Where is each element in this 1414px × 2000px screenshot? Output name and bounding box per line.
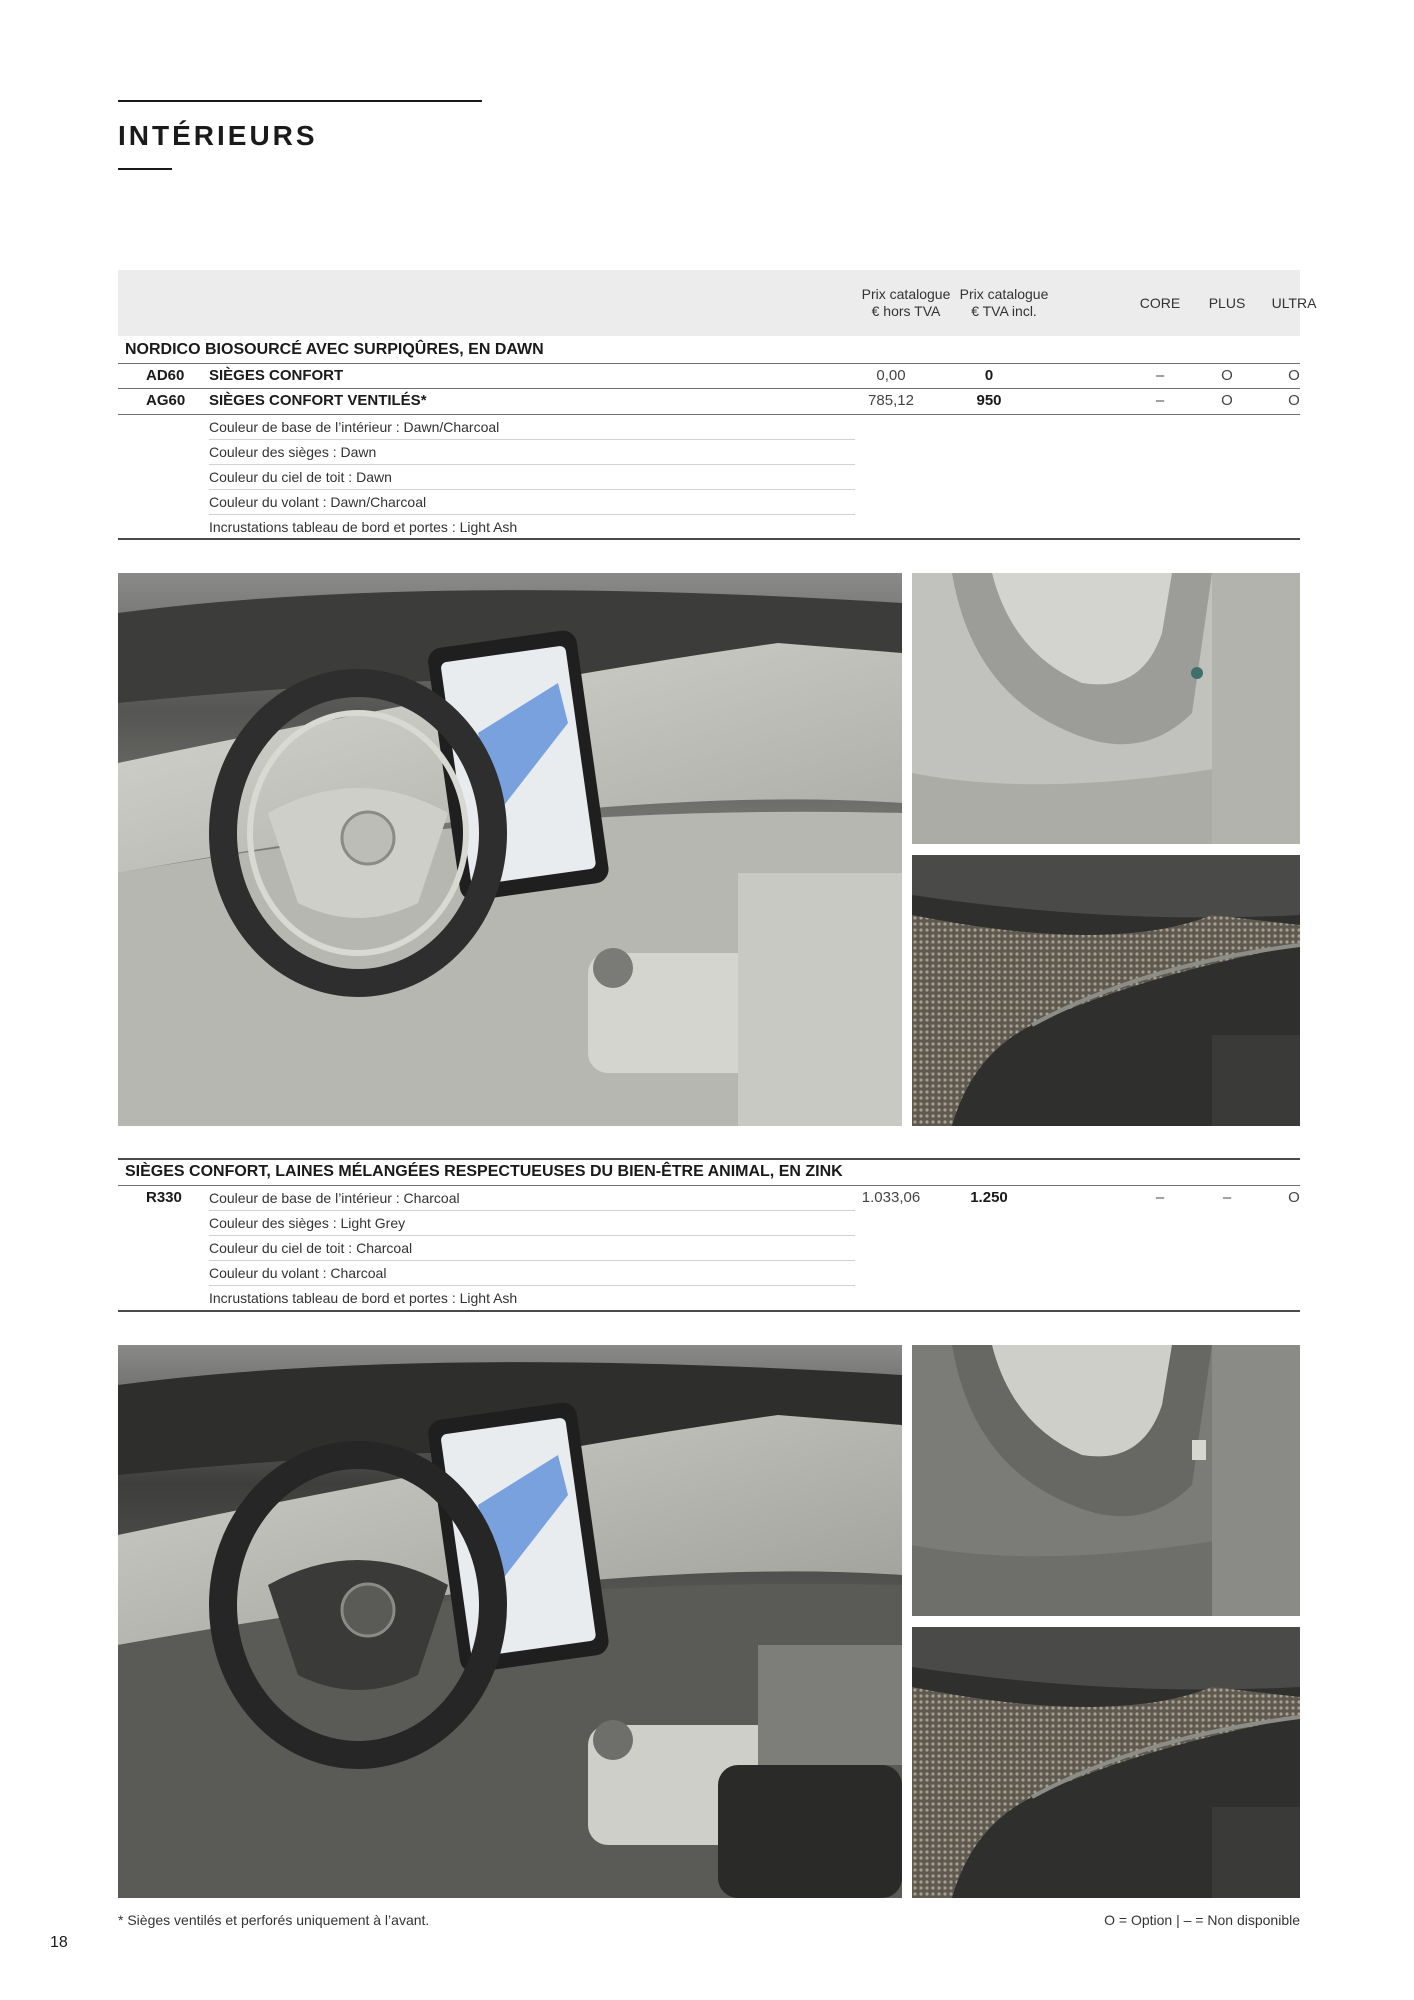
table-row — [118, 389, 1300, 413]
interior-dashboard-photo-dawn — [118, 573, 902, 1126]
header-price-inc: Prix catalogue € TVA incl. — [959, 286, 1049, 319]
ultra-value: O — [1288, 392, 1300, 409]
detail-line: Couleur des sièges : Light Grey — [209, 1211, 855, 1236]
row-code: AD60 — [146, 367, 185, 384]
detail-line: Incrustations tableau de bord et portes : Light Ash — [209, 1290, 518, 1306]
core-value: – — [1155, 1189, 1165, 1206]
seat-detail-photo-dawn — [912, 573, 1300, 844]
page-title: INTÉRIEURS — [118, 120, 318, 151]
detail-line: Couleur des sièges : Dawn — [209, 440, 855, 465]
plus-value: – — [1222, 1189, 1232, 1206]
section2-heading: SIÈGES CONFORT, LAINES MÉLANGÉES RESPECTUEUSES DU BIEN-ÊTRE ANIMAL, EN ZINK — [125, 1163, 843, 1180]
row-code: AG60 — [146, 392, 186, 409]
top-rule — [118, 100, 482, 102]
table-header — [118, 270, 1317, 336]
table-row — [118, 1186, 1300, 1210]
row-label: SIÈGES CONFORT — [209, 367, 344, 384]
legend: O = Option | – = Non disponible — [1104, 1912, 1300, 1928]
dashboard-inlay-photo-zink — [912, 1627, 1300, 1898]
detail-line: Couleur du ciel de toit : Charcoal — [209, 1236, 855, 1261]
row-code: R330 — [146, 1189, 182, 1206]
row-label: SIÈGES CONFORT VENTILÉS* — [209, 392, 427, 409]
plus-value: O — [1221, 392, 1233, 409]
ultra-value: O — [1288, 1189, 1300, 1206]
section1-heading: NORDICO BIOSOURCÉ AVEC SURPIQÛRES, EN DAWN — [125, 341, 544, 358]
price-ex: 785,12 — [868, 392, 914, 409]
ultra-value: O — [1288, 367, 1300, 384]
page-number: 18 — [50, 1934, 68, 1951]
seat-detail-photo-zink — [912, 1345, 1300, 1616]
detail-line: Couleur de base de l’intérieur : Dawn/Charcoal — [209, 415, 855, 440]
header-price-ex: Prix catalogue € hors TVA — [861, 286, 951, 319]
detail-line: Couleur du volant : Charcoal — [209, 1261, 855, 1286]
row-label: Couleur de base de l’intérieur : Charcoal — [209, 1190, 460, 1206]
table-row — [118, 364, 1300, 388]
title-underline — [118, 168, 172, 170]
header-ultra: ULTRA — [1271, 294, 1317, 311]
price-ex: 1.033,06 — [861, 1189, 921, 1206]
price-ex: 0,00 — [876, 367, 906, 384]
core-value: – — [1155, 367, 1165, 384]
header-core: CORE — [1139, 294, 1181, 311]
price-inc: 1.250 — [970, 1189, 1008, 1206]
price-inc: 0 — [984, 367, 994, 384]
interior-dashboard-photo-zink — [118, 1345, 902, 1898]
detail-line: Couleur du ciel de toit : Dawn — [209, 465, 855, 490]
header-plus: PLUS — [1208, 294, 1246, 311]
price-inc: 950 — [976, 392, 1002, 409]
plus-value: O — [1221, 367, 1233, 384]
footnote: * Sièges ventilés et perforés uniquement à l’avant. — [118, 1912, 430, 1928]
section-end-rule — [118, 538, 1300, 540]
section-end-rule — [118, 1310, 1300, 1312]
dashboard-inlay-photo-dawn — [912, 855, 1300, 1126]
detail-line: Incrustations tableau de bord et portes : Light Ash — [209, 519, 518, 535]
detail-line: Couleur du volant : Dawn/Charcoal — [209, 490, 855, 515]
core-value: – — [1155, 392, 1165, 409]
section-start-rule — [118, 1158, 1300, 1160]
